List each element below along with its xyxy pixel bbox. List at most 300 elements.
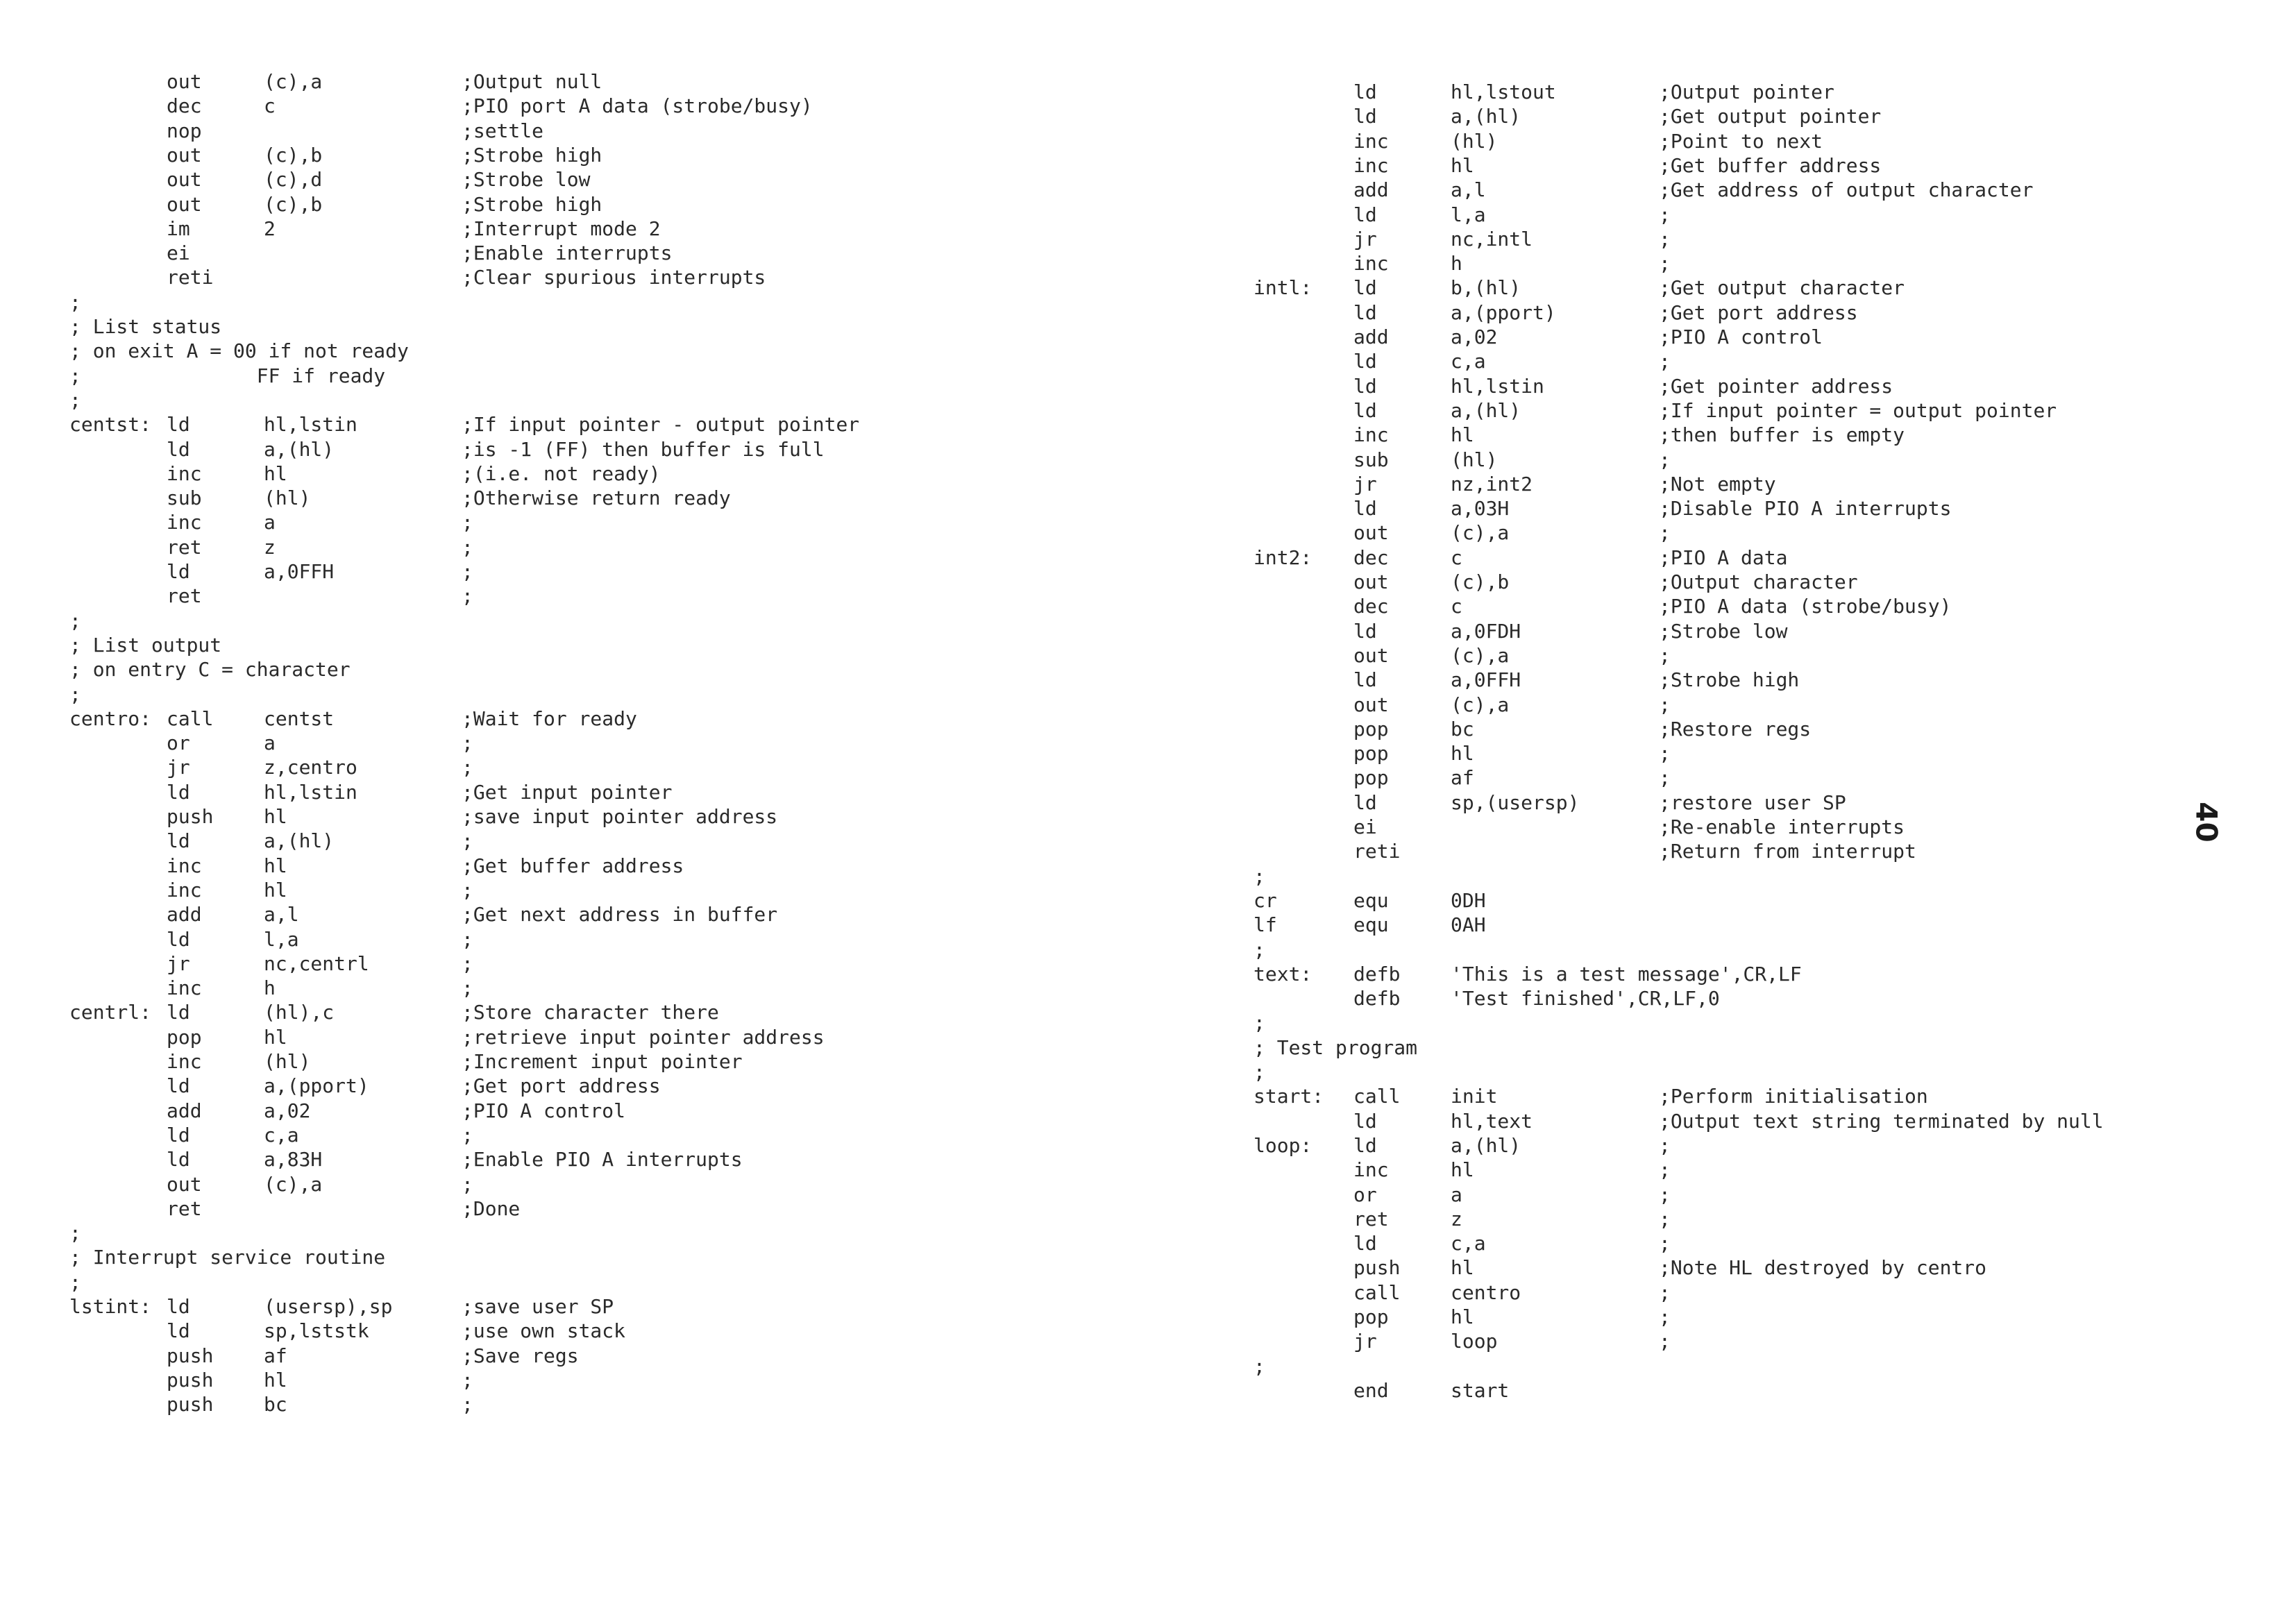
code-comment: ;Output null bbox=[462, 70, 602, 93]
code-comment: ;Increment input pointer bbox=[462, 1050, 743, 1073]
code-comment: ;Get pointer address bbox=[1659, 374, 1893, 398]
code-line bbox=[1148, 1378, 2296, 1403]
code-line bbox=[1148, 570, 2296, 594]
code-comment: ;Wait for ready bbox=[462, 707, 637, 730]
code-comment: ;Return from interrupt bbox=[1659, 840, 1916, 863]
code-mnemonic: ld bbox=[1353, 398, 1377, 422]
code-comment: ;Strobe low bbox=[1659, 619, 1788, 643]
code-operand: c bbox=[264, 94, 276, 118]
code-mnemonic: ld bbox=[1353, 1109, 1377, 1133]
code-comment: ;save user SP bbox=[462, 1295, 614, 1318]
code-line bbox=[1148, 864, 2296, 888]
code-mnemonic: defb bbox=[1353, 987, 1401, 1010]
code-line bbox=[1148, 301, 2296, 325]
code-operand: (hl) bbox=[1451, 448, 1498, 471]
code-mnemonic: ret bbox=[167, 535, 202, 559]
code-operand: b,(hl) bbox=[1451, 276, 1521, 300]
code-operand: l,a bbox=[264, 927, 299, 951]
code-comment: ;is -1 (FF) then buffer is full bbox=[462, 437, 825, 461]
code-operand: a,02 bbox=[264, 1099, 311, 1122]
code-operand: 'This is a test message',CR,LF bbox=[1451, 962, 1802, 986]
code-operand: hl,text bbox=[1451, 1109, 1533, 1133]
code-mnemonic: jr bbox=[1353, 472, 1377, 496]
code-line bbox=[0, 780, 1148, 804]
code-operand: a,(hl) bbox=[1451, 105, 1521, 128]
code-label: cr bbox=[1253, 888, 1277, 912]
code-comment: ; bbox=[462, 584, 473, 608]
code-comment: ;Strobe high bbox=[1659, 668, 1800, 692]
code-mnemonic: dec bbox=[1353, 595, 1389, 618]
code-operand: a,l bbox=[1451, 178, 1486, 202]
code-operand: a,l bbox=[264, 903, 299, 927]
code-line bbox=[0, 1000, 1148, 1024]
code-operand: (hl),c bbox=[264, 1001, 335, 1024]
code-line bbox=[0, 755, 1148, 779]
code-operand: (hl) bbox=[264, 1050, 311, 1073]
code-label: ; bbox=[1253, 1011, 1265, 1035]
code-mnemonic: ei bbox=[1353, 815, 1377, 838]
code-operand: l,a bbox=[1451, 203, 1486, 226]
code-line bbox=[1148, 594, 2296, 618]
code-line bbox=[0, 1270, 1148, 1294]
code-comment: ; bbox=[462, 951, 473, 975]
code-comment: ;Store character there bbox=[462, 1001, 719, 1024]
code-line bbox=[0, 1294, 1148, 1319]
code-label: ; FF if ready bbox=[69, 364, 386, 387]
code-operand: a,0FFH bbox=[264, 560, 335, 583]
code-mnemonic: or bbox=[1353, 1183, 1377, 1206]
code-operand: centst bbox=[264, 707, 335, 730]
code-label: centst: bbox=[69, 413, 152, 437]
code-operand: z,centro bbox=[264, 756, 357, 779]
code-mnemonic: out bbox=[167, 168, 202, 192]
code-operand: (usersp),sp bbox=[264, 1295, 393, 1318]
code-mnemonic: call bbox=[167, 707, 214, 730]
code-label: ; on entry C = character bbox=[69, 658, 351, 682]
code-line bbox=[0, 339, 1148, 363]
code-comment: ;Perform initialisation bbox=[1659, 1085, 1928, 1108]
code-comment: ; bbox=[1659, 227, 1671, 251]
code-mnemonic: reti bbox=[167, 266, 214, 289]
code-line bbox=[1148, 643, 2296, 668]
code-comment: ; bbox=[1659, 1207, 1671, 1230]
code-operand: centro bbox=[1451, 1280, 1521, 1304]
code-line bbox=[0, 1049, 1148, 1074]
code-operand: a,02 bbox=[1451, 325, 1498, 348]
code-mnemonic: ret bbox=[167, 584, 202, 608]
code-line bbox=[1148, 472, 2296, 496]
code-operand: nc,centrl bbox=[264, 951, 369, 975]
code-mnemonic: ld bbox=[1353, 301, 1377, 324]
code-operand: h bbox=[1451, 252, 1462, 276]
code-operand: bc bbox=[264, 1393, 287, 1416]
code-line bbox=[1148, 913, 2296, 937]
code-comment: ;PIO A data bbox=[1659, 545, 1788, 569]
code-mnemonic: ret bbox=[1353, 1207, 1389, 1230]
code-line bbox=[0, 217, 1148, 241]
code-comment: ; bbox=[1659, 1232, 1671, 1255]
code-label: loop: bbox=[1253, 1133, 1312, 1157]
code-operand: a,(hl) bbox=[264, 437, 335, 461]
code-mnemonic: dec bbox=[1353, 545, 1389, 569]
code-mnemonic: ld bbox=[1353, 790, 1377, 814]
code-mnemonic: inc bbox=[1353, 1158, 1389, 1182]
code-operand: a,(pport) bbox=[264, 1074, 369, 1098]
code-comment: ;Interrupt mode 2 bbox=[462, 217, 661, 240]
code-line bbox=[1148, 448, 2296, 472]
code-mnemonic: push bbox=[167, 1368, 214, 1392]
code-operand: sp,(usersp) bbox=[1451, 790, 1580, 814]
code-line bbox=[0, 486, 1148, 510]
code-mnemonic: inc bbox=[167, 976, 202, 1000]
code-mnemonic: call bbox=[1353, 1085, 1401, 1108]
code-label: ; List status bbox=[69, 315, 222, 338]
code-comment: ; bbox=[462, 535, 473, 559]
code-operand: hl bbox=[264, 878, 287, 902]
code-mnemonic: pop bbox=[167, 1025, 202, 1049]
code-mnemonic: push bbox=[167, 805, 214, 828]
code-mnemonic: ei bbox=[167, 242, 190, 265]
code-line bbox=[0, 1196, 1148, 1221]
code-operand: (c),d bbox=[264, 168, 323, 192]
code-line bbox=[0, 535, 1148, 559]
code-comment: ;Save regs bbox=[462, 1344, 579, 1367]
code-mnemonic: ld bbox=[1353, 203, 1377, 226]
code-line bbox=[1148, 276, 2296, 300]
code-operand: hl bbox=[1451, 423, 1474, 447]
code-line bbox=[1148, 1329, 2296, 1353]
code-line bbox=[1148, 1084, 2296, 1108]
code-line bbox=[0, 412, 1148, 437]
code-mnemonic: inc bbox=[167, 854, 202, 877]
code-mnemonic: ld bbox=[167, 829, 190, 853]
code-operand: (c),b bbox=[264, 143, 323, 167]
code-mnemonic: ld bbox=[167, 1074, 190, 1098]
code-comment: ;Clear spurious interrupts bbox=[462, 266, 766, 289]
code-line bbox=[1148, 1010, 2296, 1035]
code-label: ; bbox=[69, 682, 81, 706]
code-label: ; bbox=[1253, 864, 1265, 888]
code-operand: 'Test finished',CR,LF,0 bbox=[1451, 987, 1720, 1010]
code-comment: ;Strobe high bbox=[462, 192, 602, 216]
code-comment: ; bbox=[462, 1123, 473, 1147]
code-mnemonic: ld bbox=[1353, 105, 1377, 128]
code-comment: ;PIO A data (strobe/busy) bbox=[1659, 595, 1952, 618]
code-operand: a,(hl) bbox=[1451, 398, 1521, 422]
code-mnemonic: equ bbox=[1353, 888, 1389, 912]
code-comment: ;Get port address bbox=[462, 1074, 661, 1098]
code-mnemonic: add bbox=[1353, 178, 1389, 202]
code-mnemonic: reti bbox=[1353, 840, 1401, 863]
code-label: ; List output bbox=[69, 633, 222, 657]
code-line bbox=[0, 192, 1148, 217]
code-line bbox=[1148, 374, 2296, 398]
code-mnemonic: out bbox=[167, 143, 202, 167]
code-comment: ; bbox=[462, 976, 473, 1000]
code-comment: ; bbox=[1659, 766, 1671, 790]
code-mnemonic: defb bbox=[1353, 962, 1401, 986]
code-line bbox=[0, 1025, 1148, 1049]
code-line bbox=[0, 1074, 1148, 1098]
code-comment: ;Enable PIO A interrupts bbox=[462, 1148, 743, 1172]
code-line bbox=[0, 878, 1148, 902]
code-operand: sp,lststk bbox=[264, 1319, 369, 1343]
code-operand: loop bbox=[1451, 1330, 1498, 1353]
code-mnemonic: call bbox=[1353, 1280, 1401, 1304]
right-code-listing bbox=[1148, 0, 2296, 1624]
code-mnemonic: dec bbox=[167, 94, 202, 118]
code-mnemonic: inc bbox=[167, 878, 202, 902]
code-line bbox=[1148, 80, 2296, 104]
code-line bbox=[1148, 717, 2296, 741]
code-operand: hl,lstout bbox=[1451, 81, 1556, 103]
code-line bbox=[1148, 1207, 2296, 1231]
code-line bbox=[0, 1368, 1148, 1392]
code-mnemonic: out bbox=[1353, 570, 1389, 593]
code-line bbox=[1148, 619, 2296, 643]
code-comment: ;(i.e. not ready) bbox=[462, 462, 661, 485]
code-line bbox=[0, 731, 1148, 755]
code-line bbox=[0, 265, 1148, 289]
code-line bbox=[0, 1147, 1148, 1172]
code-operand: init bbox=[1451, 1085, 1498, 1108]
code-mnemonic: ld bbox=[167, 1001, 190, 1024]
code-comment: ; bbox=[1659, 1133, 1671, 1157]
code-mnemonic: ld bbox=[1353, 619, 1377, 643]
code-line bbox=[1148, 1280, 2296, 1305]
code-line bbox=[1148, 1035, 2296, 1060]
code-mnemonic: out bbox=[167, 1172, 202, 1196]
code-comment: ;Strobe low bbox=[462, 168, 591, 192]
code-operand: a,03H bbox=[1451, 497, 1510, 521]
code-line bbox=[1148, 1305, 2296, 1329]
code-comment: ; bbox=[1659, 643, 1671, 667]
code-mnemonic: pop bbox=[1353, 766, 1389, 790]
code-comment: ;Point to next bbox=[1659, 129, 1823, 153]
code-mnemonic: ld bbox=[167, 1148, 190, 1172]
code-operand: start bbox=[1451, 1378, 1510, 1402]
code-comment: ;save input pointer address bbox=[462, 805, 778, 828]
code-mnemonic: nop bbox=[167, 119, 202, 142]
code-label: ; Interrupt service routine bbox=[69, 1246, 386, 1269]
code-operand: (c),a bbox=[264, 70, 323, 93]
code-line bbox=[0, 804, 1148, 829]
code-mnemonic: sub bbox=[167, 487, 202, 510]
code-mnemonic: pop bbox=[1353, 742, 1389, 766]
code-comment: ; bbox=[1659, 448, 1671, 471]
code-comment: ;Enable interrupts bbox=[462, 242, 673, 265]
code-line bbox=[1148, 815, 2296, 839]
code-operand: z bbox=[264, 535, 276, 559]
code-comment: ; bbox=[1659, 521, 1671, 545]
code-label: ; on exit A = 00 if not ready bbox=[69, 339, 409, 363]
code-operand: hl bbox=[1451, 1305, 1474, 1328]
code-mnemonic: end bbox=[1353, 1378, 1389, 1402]
code-mnemonic: add bbox=[1353, 325, 1389, 348]
code-operand: hl,lstin bbox=[264, 780, 357, 804]
code-comment: ; bbox=[462, 878, 473, 902]
code-operand: (hl) bbox=[264, 487, 311, 510]
code-line bbox=[1148, 129, 2296, 153]
code-operand: hl bbox=[1451, 1158, 1474, 1182]
code-line bbox=[1148, 888, 2296, 913]
code-operand: (c),b bbox=[1451, 570, 1510, 593]
code-comment: ;Output text string terminated by null bbox=[1659, 1109, 2104, 1133]
code-line bbox=[0, 462, 1148, 486]
code-label: lstint: bbox=[69, 1295, 152, 1318]
code-operand: nc,intl bbox=[1451, 227, 1533, 251]
code-mnemonic: im bbox=[167, 217, 190, 240]
code-line bbox=[0, 1099, 1148, 1123]
code-operand: hl,lstin bbox=[264, 413, 357, 437]
code-comment: ; bbox=[1659, 203, 1671, 226]
code-mnemonic: jr bbox=[167, 951, 190, 975]
code-line bbox=[0, 119, 1148, 143]
code-operand: 2 bbox=[264, 217, 276, 240]
code-line bbox=[0, 584, 1148, 608]
code-line bbox=[0, 609, 1148, 633]
code-mnemonic: ld bbox=[1353, 668, 1377, 692]
code-operand: h bbox=[264, 976, 276, 1000]
code-operand: nz,int2 bbox=[1451, 472, 1533, 496]
code-operand: (hl) bbox=[1451, 129, 1498, 153]
code-comment: ;Get output pointer bbox=[1659, 105, 1882, 128]
code-line bbox=[1148, 839, 2296, 863]
code-comment: ;Output character bbox=[1659, 570, 1858, 593]
code-line bbox=[0, 976, 1148, 1000]
code-mnemonic: jr bbox=[1353, 227, 1377, 251]
code-line bbox=[1148, 693, 2296, 717]
code-operand: hl bbox=[264, 805, 287, 828]
code-line bbox=[0, 241, 1148, 265]
code-comment: ; bbox=[1659, 693, 1671, 716]
code-comment: ;Get buffer address bbox=[462, 854, 684, 877]
code-label: ; bbox=[69, 290, 81, 314]
code-line bbox=[0, 364, 1148, 388]
code-mnemonic: ld bbox=[1353, 1232, 1377, 1255]
code-label: centro: bbox=[69, 707, 152, 730]
code-label: ; bbox=[69, 388, 81, 412]
code-comment: ;If input pointer - output pointer bbox=[462, 413, 860, 437]
code-comment: ;use own stack bbox=[462, 1319, 626, 1343]
code-line bbox=[0, 290, 1148, 314]
code-line bbox=[0, 388, 1148, 412]
code-line bbox=[0, 1392, 1148, 1416]
code-comment: ; bbox=[462, 1172, 473, 1196]
code-comment: ;restore user SP bbox=[1659, 790, 1846, 814]
code-operand: a bbox=[264, 511, 276, 534]
code-operand: (c),a bbox=[1451, 643, 1510, 667]
code-mnemonic: sub bbox=[1353, 448, 1389, 471]
code-mnemonic: ld bbox=[167, 1295, 190, 1318]
code-operand: hl bbox=[264, 1368, 287, 1392]
code-mnemonic: inc bbox=[1353, 252, 1389, 276]
code-comment: ; bbox=[462, 731, 473, 755]
code-mnemonic: ld bbox=[167, 413, 190, 437]
code-comment: ;Get address of output character bbox=[1659, 178, 2034, 202]
code-line bbox=[1148, 325, 2296, 349]
code-comment: ; bbox=[1659, 1305, 1671, 1328]
code-operand: 0AH bbox=[1451, 913, 1486, 937]
code-operand: a,(pport) bbox=[1451, 301, 1556, 324]
code-line bbox=[0, 69, 1148, 94]
code-mnemonic: ld bbox=[167, 927, 190, 951]
code-comment: ; bbox=[462, 927, 473, 951]
code-mnemonic: pop bbox=[1353, 717, 1389, 741]
code-mnemonic: inc bbox=[167, 1050, 202, 1073]
code-line bbox=[1148, 398, 2296, 423]
code-label: lf bbox=[1253, 913, 1277, 937]
code-line bbox=[0, 167, 1148, 192]
code-operand: hl,lstin bbox=[1451, 374, 1544, 398]
code-operand: bc bbox=[1451, 717, 1474, 741]
code-comment: ; bbox=[1659, 350, 1671, 373]
code-comment: ;Strobe high bbox=[462, 143, 602, 167]
code-comment: ;Otherwise return ready bbox=[462, 487, 731, 510]
code-mnemonic: add bbox=[167, 1099, 202, 1122]
code-comment: ; bbox=[462, 756, 473, 779]
code-line bbox=[0, 829, 1148, 853]
code-mnemonic: out bbox=[167, 192, 202, 216]
code-operand: a,(hl) bbox=[264, 829, 335, 853]
code-label: centrl: bbox=[69, 1001, 152, 1024]
code-line bbox=[0, 1245, 1148, 1269]
code-operand: a,0FDH bbox=[1451, 619, 1521, 643]
code-line bbox=[1148, 1109, 2296, 1133]
code-line bbox=[1148, 227, 2296, 251]
code-mnemonic: ld bbox=[1353, 276, 1377, 300]
code-mnemonic: out bbox=[1353, 643, 1389, 667]
code-line bbox=[1148, 938, 2296, 962]
code-mnemonic: out bbox=[1353, 693, 1389, 716]
code-label: ; Test program bbox=[1253, 1035, 1418, 1059]
code-mnemonic: out bbox=[1353, 521, 1389, 545]
code-mnemonic: ld bbox=[1353, 374, 1377, 398]
code-line bbox=[1148, 1060, 2296, 1084]
code-line bbox=[1148, 766, 2296, 790]
code-comment: ;Re-enable interrupts bbox=[1659, 815, 1905, 838]
code-mnemonic: push bbox=[167, 1344, 214, 1367]
code-line bbox=[1148, 1158, 2296, 1182]
code-line bbox=[0, 1344, 1148, 1368]
code-comment: ; bbox=[1659, 1330, 1671, 1353]
page-number: 40 bbox=[2189, 802, 2224, 843]
code-line bbox=[0, 559, 1148, 584]
code-mnemonic: inc bbox=[167, 462, 202, 485]
code-comment: ; bbox=[462, 1393, 473, 1416]
code-line bbox=[0, 707, 1148, 731]
code-line bbox=[1148, 741, 2296, 766]
code-line bbox=[1148, 1354, 2296, 1378]
code-operand: hl bbox=[264, 462, 287, 485]
code-comment: ;Not empty bbox=[1659, 472, 1776, 496]
code-mnemonic: push bbox=[1353, 1256, 1401, 1280]
code-mnemonic: inc bbox=[1353, 153, 1389, 177]
code-comment: ;then buffer is empty bbox=[1659, 423, 1905, 447]
code-mnemonic: equ bbox=[1353, 913, 1389, 937]
code-comment: ; bbox=[1659, 1280, 1671, 1304]
code-label: ; bbox=[69, 609, 81, 632]
code-comment: ; bbox=[1659, 252, 1671, 276]
code-line bbox=[0, 94, 1148, 118]
code-line bbox=[0, 657, 1148, 682]
code-mnemonic: ret bbox=[167, 1196, 202, 1220]
code-label: int2: bbox=[1253, 545, 1312, 569]
code-label: text: bbox=[1253, 962, 1312, 986]
code-operand: (c),a bbox=[1451, 693, 1510, 716]
code-comment: ;Restore regs bbox=[1659, 717, 1812, 741]
code-operand: hl bbox=[264, 1025, 287, 1049]
